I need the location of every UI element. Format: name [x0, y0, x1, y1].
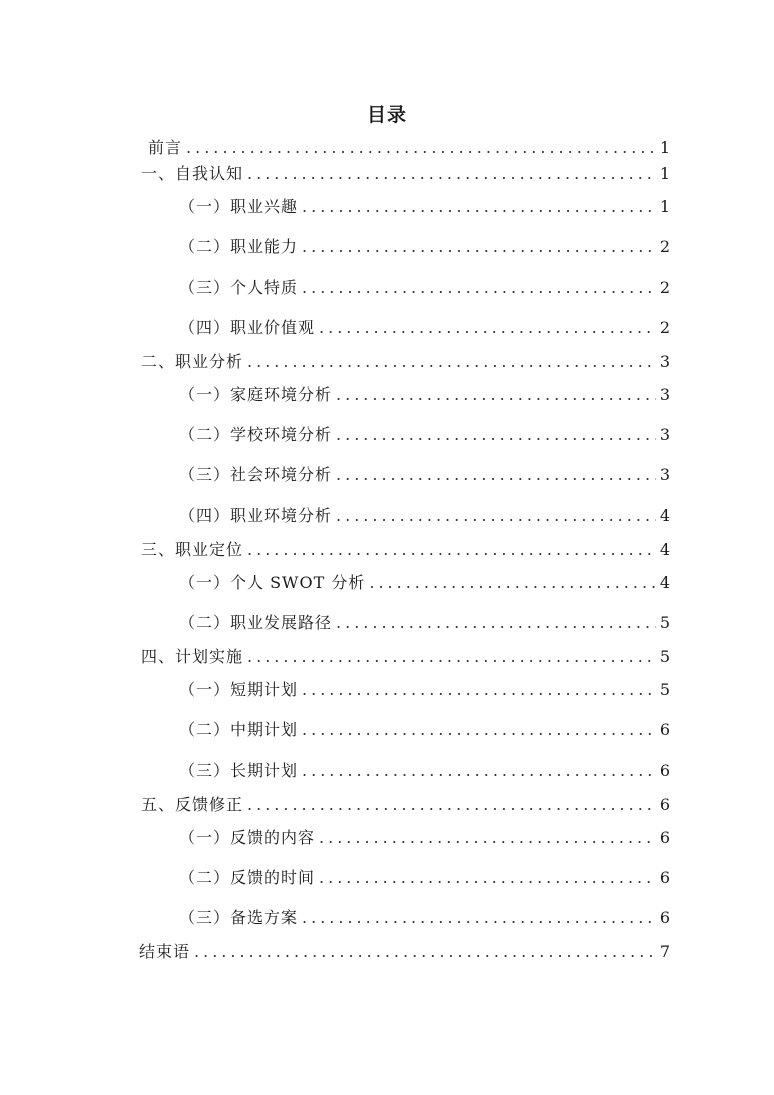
toc-entry-label: 一、自我认知 — [141, 164, 244, 183]
toc-entry-2-4[interactable] — [179, 506, 670, 526]
toc-entry-label: 结束语 — [139, 942, 191, 961]
dot-leader — [369, 573, 655, 593]
toc-entry-1-1[interactable] — [179, 197, 670, 217]
dot-leader — [186, 138, 656, 158]
toc-entry-page: 6 — [659, 828, 670, 847]
toc-entry-label: （二）反馈的时间 — [179, 868, 316, 887]
toc-entry-label: （一）个人 SWOT 分析 — [179, 573, 366, 592]
toc-entry-page: 6 — [659, 795, 670, 814]
toc-entry-page: 2 — [659, 237, 670, 256]
toc-entry-page: 6 — [659, 761, 670, 780]
toc-entry-page: 3 — [659, 425, 670, 444]
toc-entry-label: （三）个人特质 — [179, 278, 299, 297]
dot-leader — [302, 761, 656, 781]
dot-leader — [247, 540, 656, 560]
toc-entry-page: 5 — [659, 647, 670, 666]
toc-entry-page: 5 — [659, 680, 670, 699]
toc-entry-label: （三）社会环境分析 — [179, 465, 333, 484]
dot-leader — [302, 680, 656, 700]
dot-leader — [194, 942, 656, 962]
dot-leader — [302, 278, 656, 298]
toc-entry-5-2[interactable] — [179, 868, 670, 888]
toc-entry-label: （二）职业发展路径 — [179, 613, 333, 632]
toc-title: 目录 — [366, 104, 407, 126]
toc-entry-1-2[interactable] — [179, 237, 670, 257]
toc-entry-label: （一）家庭环境分析 — [179, 385, 333, 404]
toc-entry-page: 4 — [659, 540, 670, 559]
toc-entry-4-2[interactable] — [179, 720, 670, 740]
toc-entry-chapter-2[interactable] — [141, 352, 670, 372]
toc-entry-preface[interactable] — [148, 138, 670, 158]
toc-entry-label: 二、职业分析 — [141, 352, 244, 371]
toc-entry-4-3[interactable] — [179, 761, 670, 781]
toc-entry-chapter-3[interactable] — [141, 540, 670, 560]
toc-entry-conclusion[interactable] — [139, 942, 670, 962]
toc-entry-page: 2 — [659, 318, 670, 337]
dot-leader — [302, 908, 656, 928]
toc-entry-label: （三）长期计划 — [179, 761, 299, 780]
toc-entry-1-4[interactable] — [179, 318, 670, 338]
dot-leader — [302, 197, 656, 217]
toc-entry-page: 6 — [659, 868, 670, 887]
toc-entry-label: （二）职业能力 — [179, 237, 299, 256]
toc-entry-label: 前言 — [148, 138, 183, 157]
toc-entry-page: 4 — [659, 506, 670, 525]
toc-entry-label: 五、反馈修正 — [141, 795, 244, 814]
dot-leader — [336, 425, 656, 445]
toc-entry-label: 四、计划实施 — [141, 647, 244, 666]
toc-entry-2-3[interactable] — [179, 465, 670, 485]
toc-entry-label: （一）短期计划 — [179, 680, 299, 699]
dot-leader — [319, 868, 656, 888]
dot-leader — [302, 720, 656, 740]
toc-entry-2-1[interactable] — [179, 385, 670, 405]
toc-entry-2-2[interactable] — [179, 425, 670, 445]
toc-entry-4-1[interactable] — [179, 680, 670, 700]
toc-entry-label: （一）职业兴趣 — [179, 197, 299, 216]
dot-leader — [336, 465, 656, 485]
toc-entry-page: 1 — [659, 138, 670, 157]
toc-entry-label: （三）备选方案 — [179, 908, 299, 927]
dot-leader — [247, 164, 656, 184]
toc-entry-page: 3 — [659, 465, 670, 484]
dot-leader — [247, 647, 656, 667]
toc-entry-1-3[interactable] — [179, 278, 670, 298]
dot-leader — [336, 613, 656, 633]
toc-entry-page: 5 — [659, 613, 670, 632]
dot-leader — [336, 506, 656, 526]
toc-entry-page: 1 — [659, 197, 670, 216]
toc-entry-label: （二）中期计划 — [179, 720, 299, 739]
dot-leader — [336, 385, 656, 405]
toc-entry-5-3[interactable] — [179, 908, 670, 928]
toc-entry-chapter-1[interactable] — [141, 164, 670, 184]
toc-entry-label: 三、职业定位 — [141, 540, 244, 559]
toc-entry-3-2[interactable] — [179, 613, 670, 633]
toc-entry-label: （二）学校环境分析 — [179, 425, 333, 444]
toc-entry-label: （四）职业价值观 — [179, 318, 316, 337]
toc-entry-page: 3 — [659, 352, 670, 371]
dot-leader — [247, 795, 656, 815]
dot-leader — [319, 318, 656, 338]
toc-entry-chapter-5[interactable] — [141, 795, 670, 815]
toc-entry-3-1[interactable] — [179, 573, 670, 593]
dot-leader — [319, 828, 656, 848]
toc-entry-page: 1 — [659, 164, 670, 183]
toc-entry-label: （一）反馈的内容 — [179, 828, 316, 847]
toc-entry-page: 3 — [659, 385, 670, 404]
toc-entry-5-1[interactable] — [179, 828, 670, 848]
toc-entry-label: （四）职业环境分析 — [179, 506, 333, 525]
toc-entry-page: 7 — [659, 942, 670, 961]
toc-entry-page: 2 — [659, 278, 670, 297]
toc-entry-chapter-4[interactable] — [141, 647, 670, 667]
dot-leader — [302, 237, 656, 257]
dot-leader — [247, 352, 656, 372]
toc-entry-page: 4 — [659, 573, 670, 592]
toc-entry-page: 6 — [659, 908, 670, 927]
toc-entry-page: 6 — [659, 720, 670, 739]
